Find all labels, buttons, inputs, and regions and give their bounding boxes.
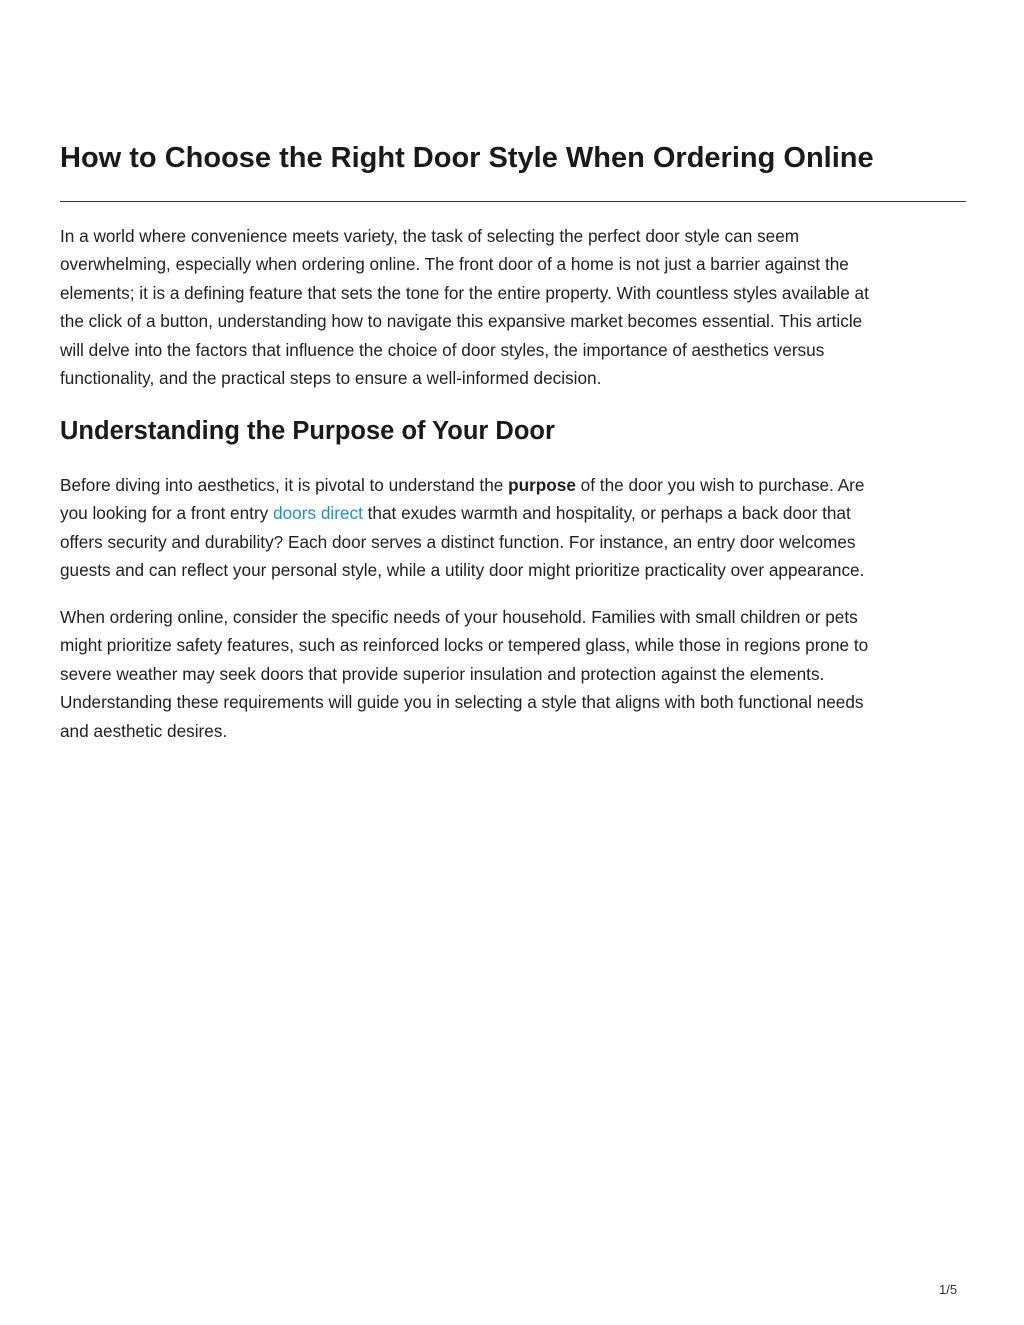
- needs-line: severe weather may seek doors that provide superior insulation and protection against the elements.: [60, 663, 825, 684]
- intro-line: overwhelming, especially when ordering online. The front door of a home is not just a barrier against the: [60, 254, 849, 275]
- needs-line: might prioritize safety features, such as reinforced locks or tempered glass, while those in regions prone to: [60, 635, 869, 656]
- intro-paragraph: [60, 222, 966, 392]
- section-heading: Understanding the Purpose of Your Door: [60, 417, 555, 445]
- needs-line: When ordering online, consider the specific needs of your household. Families with small children or pets: [60, 607, 858, 627]
- page-number: 1/5: [939, 1282, 958, 1297]
- intro-line: elements; it is a defining feature that sets the tone for the entire property. With countless styles available at: [60, 282, 869, 303]
- intro-line: will delve into the factors that influence the choice of door styles, the importance of aesthetics versus: [60, 339, 825, 360]
- purpose-line: offers security and durability? Each door serves a distinct function. For instance, an entry door welcomes: [60, 531, 856, 552]
- intro-line: In a world where convenience meets variety, the task of selecting the perfect door style can seem: [60, 226, 800, 246]
- article-title: How to Choose the Right Door Style When Ordering Online: [60, 142, 874, 174]
- title-divider: [60, 201, 966, 202]
- needs-line: Understanding these requirements will guide you in selecting a style that aligns with both functional needs: [60, 692, 864, 713]
- purpose-text: you looking for a front entry: [60, 503, 274, 524]
- purpose-text: of the door you wish to purchase. Are: [575, 475, 865, 495]
- purpose-text: Before diving into aesthetics, it is pivotal to understand the: [60, 475, 509, 495]
- purpose-line: [60, 499, 966, 527]
- purpose-text: that exudes warmth and hospitality, or perhaps a back door that: [362, 503, 851, 524]
- purpose-bold-term: purpose: [508, 475, 576, 495]
- needs-paragraph: [60, 603, 966, 745]
- purpose-line: [60, 471, 966, 499]
- needs-line: and aesthetic desires.: [60, 720, 228, 741]
- doors-direct-link[interactable]: doors direct: [273, 503, 363, 524]
- intro-line: the click of a button, understanding how to navigate this expansive market becomes essential. This article: [60, 311, 863, 332]
- intro-line: functionality, and the practical steps to ensure a well-informed decision.: [60, 368, 602, 389]
- purpose-line: guests and can reflect your personal style, while a utility door might prioritize practicality over appearance.: [60, 560, 865, 581]
- purpose-paragraph: [60, 471, 966, 585]
